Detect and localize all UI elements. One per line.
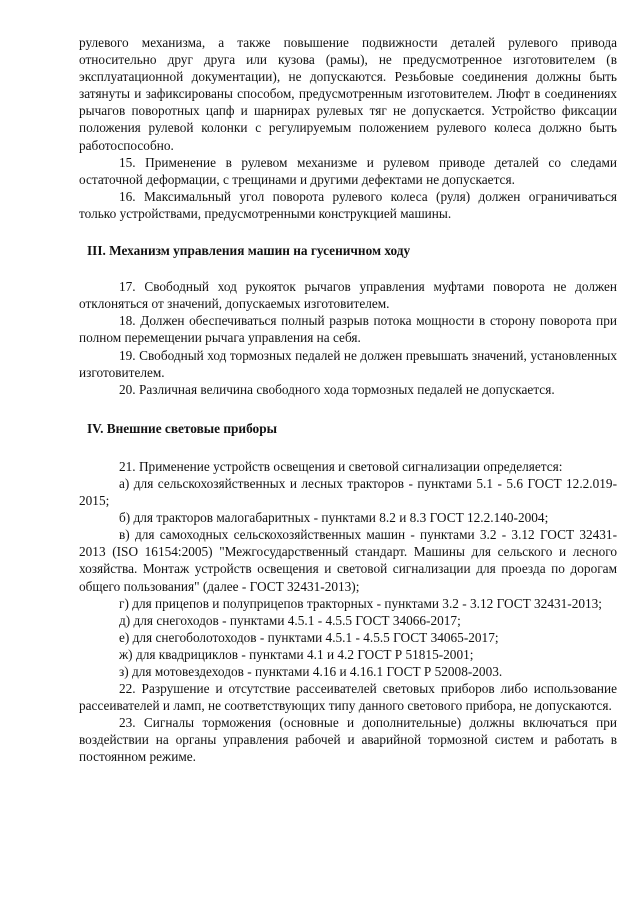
paragraph-21-d: д) для снегоходов - пунктами 4.5.1 - 4.5.5 ГОСТ 34066-2017;: [119, 612, 461, 628]
document-page: [79, 34, 617, 766]
paragraph-20: 20. Различная величина свободного хода тормозных педалей не допускается.: [119, 381, 555, 397]
paragraph-22: 22. Разрушение и отсутствие рассеивателей световых приборов либо использование рассеивателей и ламп, не соответствующих типу данного светового прибора, не допускаются.: [79, 681, 617, 714]
paragraph-19: 19. Свободный ход тормозных педалей не должен превышать значений, установленных изготовителем.: [79, 347, 617, 380]
paragraph-steering-continuation: рулевого механизма, а также повышение подвижности деталей рулевого привода относительно друг друга или кузова (рамы), не предусмотренное изготовителем (в эксплуатационной документации), не допускаются. Резьбовые соединения должны быть затянуты и зафиксированы способом, предусмотренным изготовителем. Люфт в соединениях рычагов поворотных цапф и шарнирах рулевых тяг не допускается. Устройство фиксации положения рулевой колонки с регулируемым положением рулевого колеса должно быть работоспособно.: [79, 35, 617, 153]
section-4-heading: IV. Внешние световые приборы: [87, 420, 277, 436]
paragraph-18: 18. Должен обеспечиваться полный разрыв потока мощности в сторону поворота при полном перемещении рычага управления на себя.: [79, 313, 617, 346]
paragraph-23: 23. Сигналы торможения (основные и дополнительные) должны включаться при воздействии на органы управления рабочей и аварийной тормозной систем и работать в постоянном режиме.: [79, 715, 617, 765]
paragraph-21-z: з) для мотовездеходов - пунктами 4.16 и 4.16.1 ГОСТ Р 52008-2003.: [119, 664, 503, 679]
paragraph-21-g: г) для прицепов и полуприцепов тракторных - пунктами 3.2 - 3.12 ГОСТ 32431-2013;: [119, 595, 602, 611]
section-3-heading: III. Механизм управления машин на гусеничном ходу: [87, 243, 411, 259]
paragraph-15: 15. Применение в рулевом механизме и рулевом приводе деталей со следами остаточной деформации, с трещинами и другими дефектами не допускается.: [79, 154, 617, 187]
paragraph-21-v: в) для самоходных сельскохозяйственных машин - пунктами 3.2 - 3.12 ГОСТ 32431-2013 (ISO 16154:2005) "Межгосударственный стандарт. Машины для сельского и лесного хозяйства. Монтаж устройств освещения и световой сигнализации для проезда по дорогам общего пользования" (далее - ГОСТ 32431-2013);: [79, 527, 617, 594]
paragraph-21-zh: ж) для квадрициклов - пунктами 4.1 и 4.2 ГОСТ Р 51815-2001;: [119, 646, 474, 662]
paragraph-21-e: е) для снегоболотоходов - пунктами 4.5.1 - 4.5.5 ГОСТ 34065-2017;: [119, 629, 499, 645]
paragraph-17: 17. Свободный ход рукояток рычагов управления муфтами поворота не должен отклоняться от значений, допускаемых изготовителем.: [79, 279, 617, 312]
paragraph-21-b: б) для тракторов малогабаритных - пунктами 8.2 и 8.3 ГОСТ 12.2.140-2004;: [119, 510, 549, 526]
paragraph-21: 21. Применение устройств освещения и световой сигнализации определяется:: [119, 458, 563, 474]
paragraph-21-a: а) для сельскохозяйственных и лесных тракторов - пунктами 5.1 - 5.6 ГОСТ 12.2.019-2015;: [79, 475, 617, 509]
paragraph-16: 16. Максимальный угол поворота рулевого колеса (руля) должен ограничиваться только устройствами, предусмотренными конструкцией машины.: [79, 188, 617, 221]
